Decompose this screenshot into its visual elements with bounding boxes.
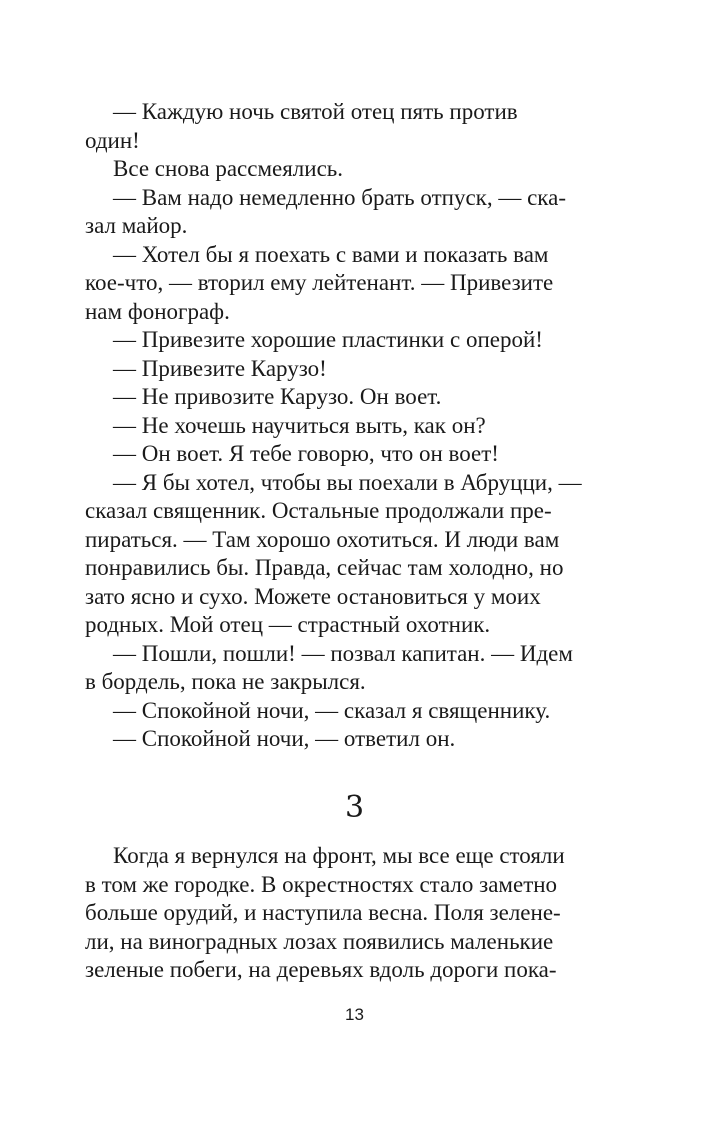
page-text-block bbox=[85, 98, 585, 754]
chapter-number: 3 bbox=[344, 790, 365, 825]
text-line: — Он воет. Я тебе говорю, что он воет! bbox=[113, 441, 499, 466]
text-line: родных. Мой отец — страстный охотник. bbox=[85, 612, 491, 637]
text-line: в бордель, пока не закрылся. bbox=[85, 669, 366, 694]
text-line: сказал священник. Остальные продолжали пре- bbox=[85, 498, 552, 523]
text-line: — Не хочешь научиться выть, как он? bbox=[113, 412, 486, 438]
text-line: больше орудий, и наступила весна. Поля зелене- bbox=[85, 900, 561, 925]
chapter-text-block bbox=[85, 842, 585, 985]
text-line: зато ясно и сухо. Можете остановиться у моих bbox=[85, 583, 541, 609]
text-line: ли, на виноградных лозах появились маленькие bbox=[85, 928, 554, 954]
text-line: зеленые побеги, на деревьях вдоль дороги пока- bbox=[85, 957, 557, 982]
text-line: — Хотел бы я поехать с вами и показать вам bbox=[113, 241, 549, 267]
text-line: — Привезите Карузо! bbox=[113, 355, 327, 381]
text-line: — Каждую ночь святой отец пять против bbox=[113, 99, 518, 124]
text-line: пираться. — Там хорошо охотиться. И люди вам bbox=[85, 526, 560, 552]
text-line: Все снова рассмеялись. bbox=[113, 156, 344, 181]
text-line: кое-что, — вторил ему лейтенант. — Привезите bbox=[85, 270, 554, 295]
text-line: — Не привозите Карузо. Он воет. bbox=[113, 384, 442, 409]
page-number: 13 bbox=[345, 1005, 364, 1024]
text-line: один! bbox=[85, 127, 140, 153]
text-line: — Пошли, пошли! — позвал капитан. — Идем bbox=[113, 640, 573, 666]
text-line: — Вам надо немедленно брать отпуск, — ска- bbox=[113, 184, 567, 210]
text-line: в том же городке. В окрестностях стало заметно bbox=[85, 871, 558, 897]
text-line: зал майор. bbox=[85, 213, 188, 238]
text-line: — Я бы хотел, чтобы вы поехали в Абруцци, — bbox=[113, 469, 582, 495]
text-line: — Спокойной ночи, — сказал я священнику. bbox=[113, 697, 551, 723]
text-line: понравились бы. Правда, сейчас там холодно, но bbox=[85, 555, 564, 580]
text-line: — Спокойной ночи, — ответил он. bbox=[113, 726, 456, 751]
text-line: — Привезите хорошие пластинки с оперой! bbox=[113, 327, 543, 352]
text-line: Когда я вернулся на фронт, мы все еще стояли bbox=[113, 843, 565, 868]
text-line: нам фонограф. bbox=[85, 298, 230, 324]
